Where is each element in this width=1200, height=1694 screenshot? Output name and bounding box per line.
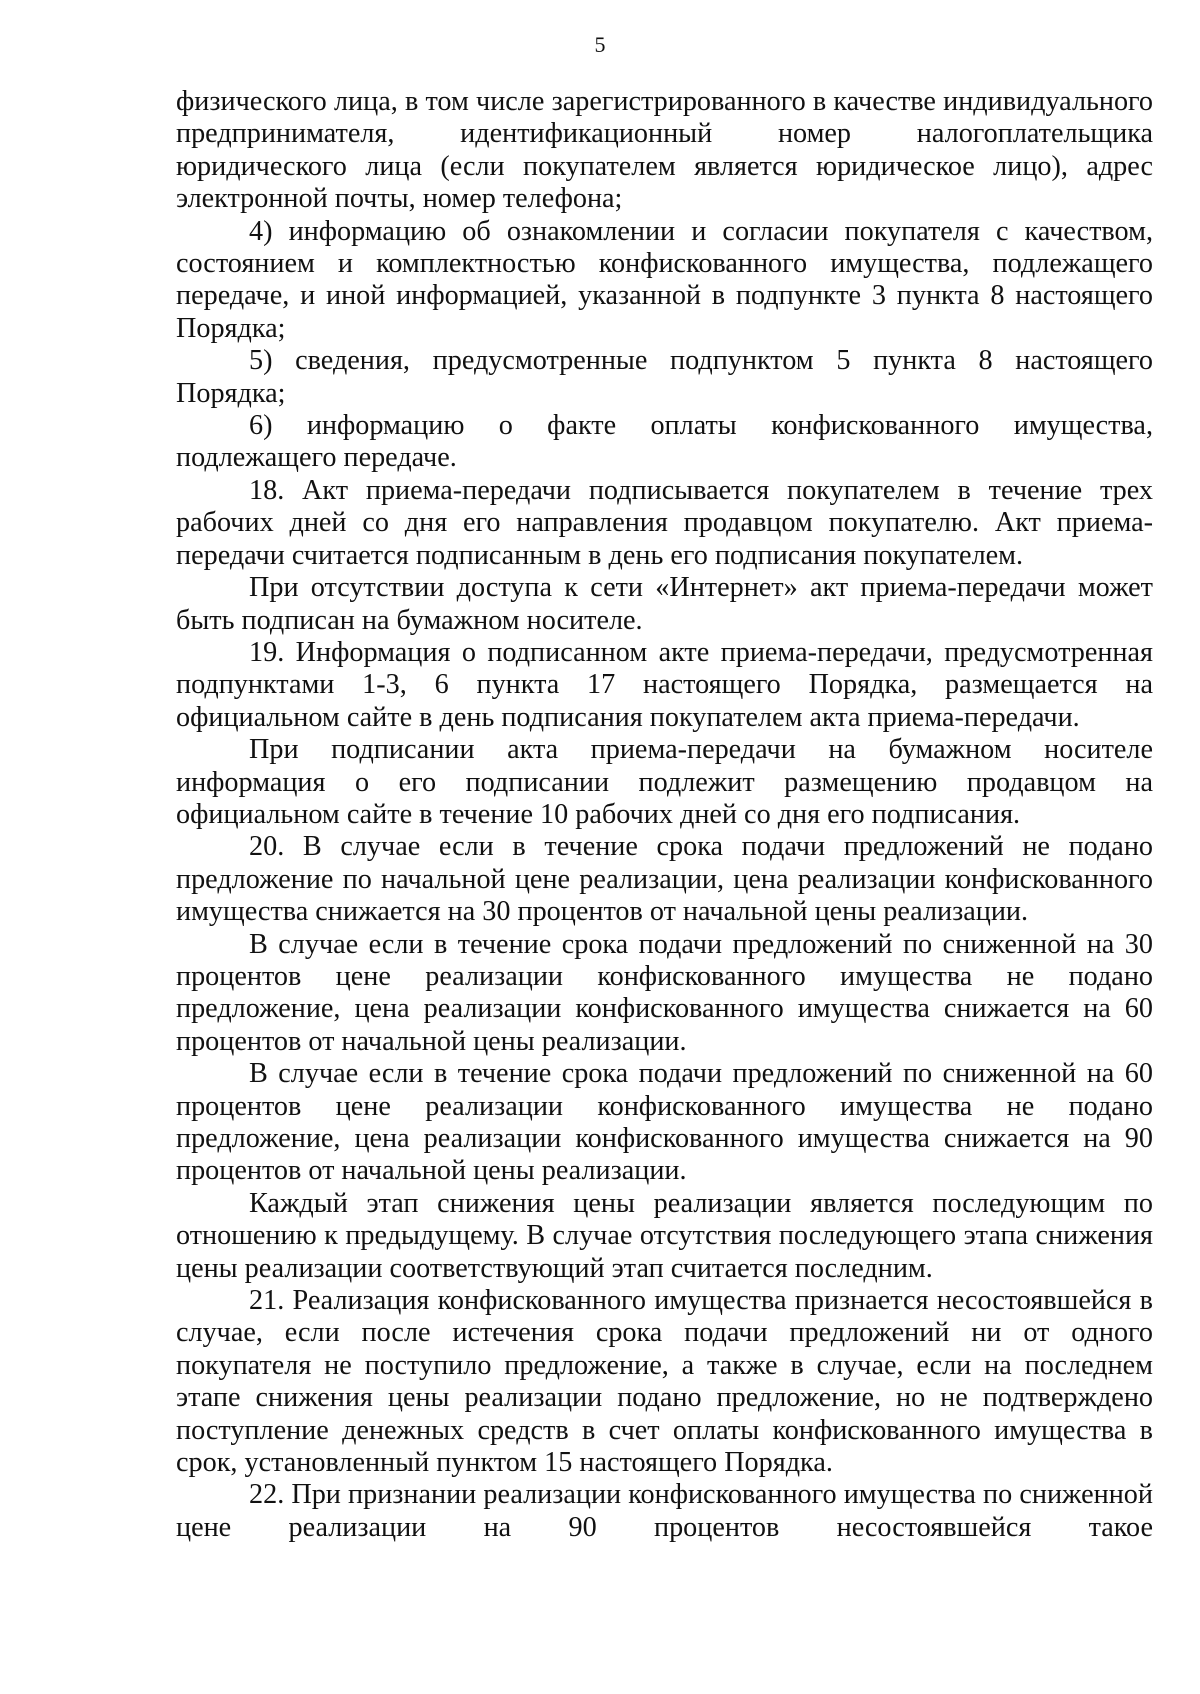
paragraph: При отсутствии доступа к сети «Интернет» акт приема-передачи может быть подписан на бумажном носителе. (176, 572, 1153, 636)
document-body (176, 86, 1153, 1544)
paragraph: физического лица, в том числе зарегистрированного в качестве индивидуального предпринимателя, идентификационный номер налогоплательщика юридического лица (если покупателем является юридическое лицо), адрес электронной почты, номер телефона; (176, 86, 1153, 215)
paragraph: 18. Акт приема-передачи подписывается покупателем в течение трех рабочих дней со дня его направления продавцом покупателю. Акт приема-передачи считается подписанным в день его подписания покупателем. (176, 474, 1153, 571)
paragraph: 19. Информация о подписанном акте приема-передачи, предусмотренная подпунктами 1-3, 6 пункта 17 настоящего Порядка, размещается на официальном сайте в день подписания покупателем акта приема-передачи. (176, 636, 1153, 733)
paragraph: 20. В случае если в течение срока подачи предложений не подано предложение по начальной цене реализации, цена реализации конфискованного имущества снижается на 30 процентов от начальной цены реализации. (176, 831, 1153, 928)
paragraph: 22. При признании реализации конфискованного имущества по сниженной цене реализации на 90 процентов несостоявшейся такое (176, 1479, 1153, 1543)
paragraph: 5) сведения, предусмотренные подпунктом 5 пункта 8 настоящего Порядка; (176, 345, 1153, 409)
paragraph: 4) информацию об ознакомлении и согласии покупателя с качеством, состоянием и комплектностью конфискованного имущества, подлежащего передаче, и иной информацией, указанной в подпункте 3 пункта 8 настоящего Порядка; (176, 215, 1153, 344)
paragraph: 21. Реализация конфискованного имущества признается несостоявшейся в случае, если после истечения срока подачи предложений ни от одного покупателя не поступило предложение, а также в случае, если на последнем этапе снижения цены реализации подано предложение, но не подтверждено поступление денежных средств в счет оплаты конфискованного имущества в срок, установленный пунктом 15 настоящего Порядка. (176, 1285, 1153, 1479)
page-number: 5 (594, 32, 606, 57)
paragraph: В случае если в течение срока подачи предложений по сниженной на 30 процентов цене реализации конфискованного имущества не подано предложение, цена реализации конфискованного имущества снижается на 60 процентов от начальной цены реализации. (176, 928, 1153, 1057)
paragraph: В случае если в течение срока подачи предложений по сниженной на 60 процентов цене реализации конфискованного имущества не подано предложение, цена реализации конфискованного имущества снижается на 90 процентов от начальной цены реализации. (176, 1058, 1153, 1187)
paragraph: Каждый этап снижения цены реализации является последующим по отношению к предыдущему. В случае отсутствия последующего этапа снижения цены реализации соответствующий этап считается последним. (176, 1187, 1153, 1284)
paragraph: При подписании акта приема-передачи на бумажном носителе информация о его подписании подлежит размещению продавцом на официальном сайте в течение 10 рабочих дней со дня его подписания. (176, 734, 1153, 830)
paragraph: 6) информацию о факте оплаты конфискованного имущества, подлежащего передаче. (176, 410, 1153, 474)
